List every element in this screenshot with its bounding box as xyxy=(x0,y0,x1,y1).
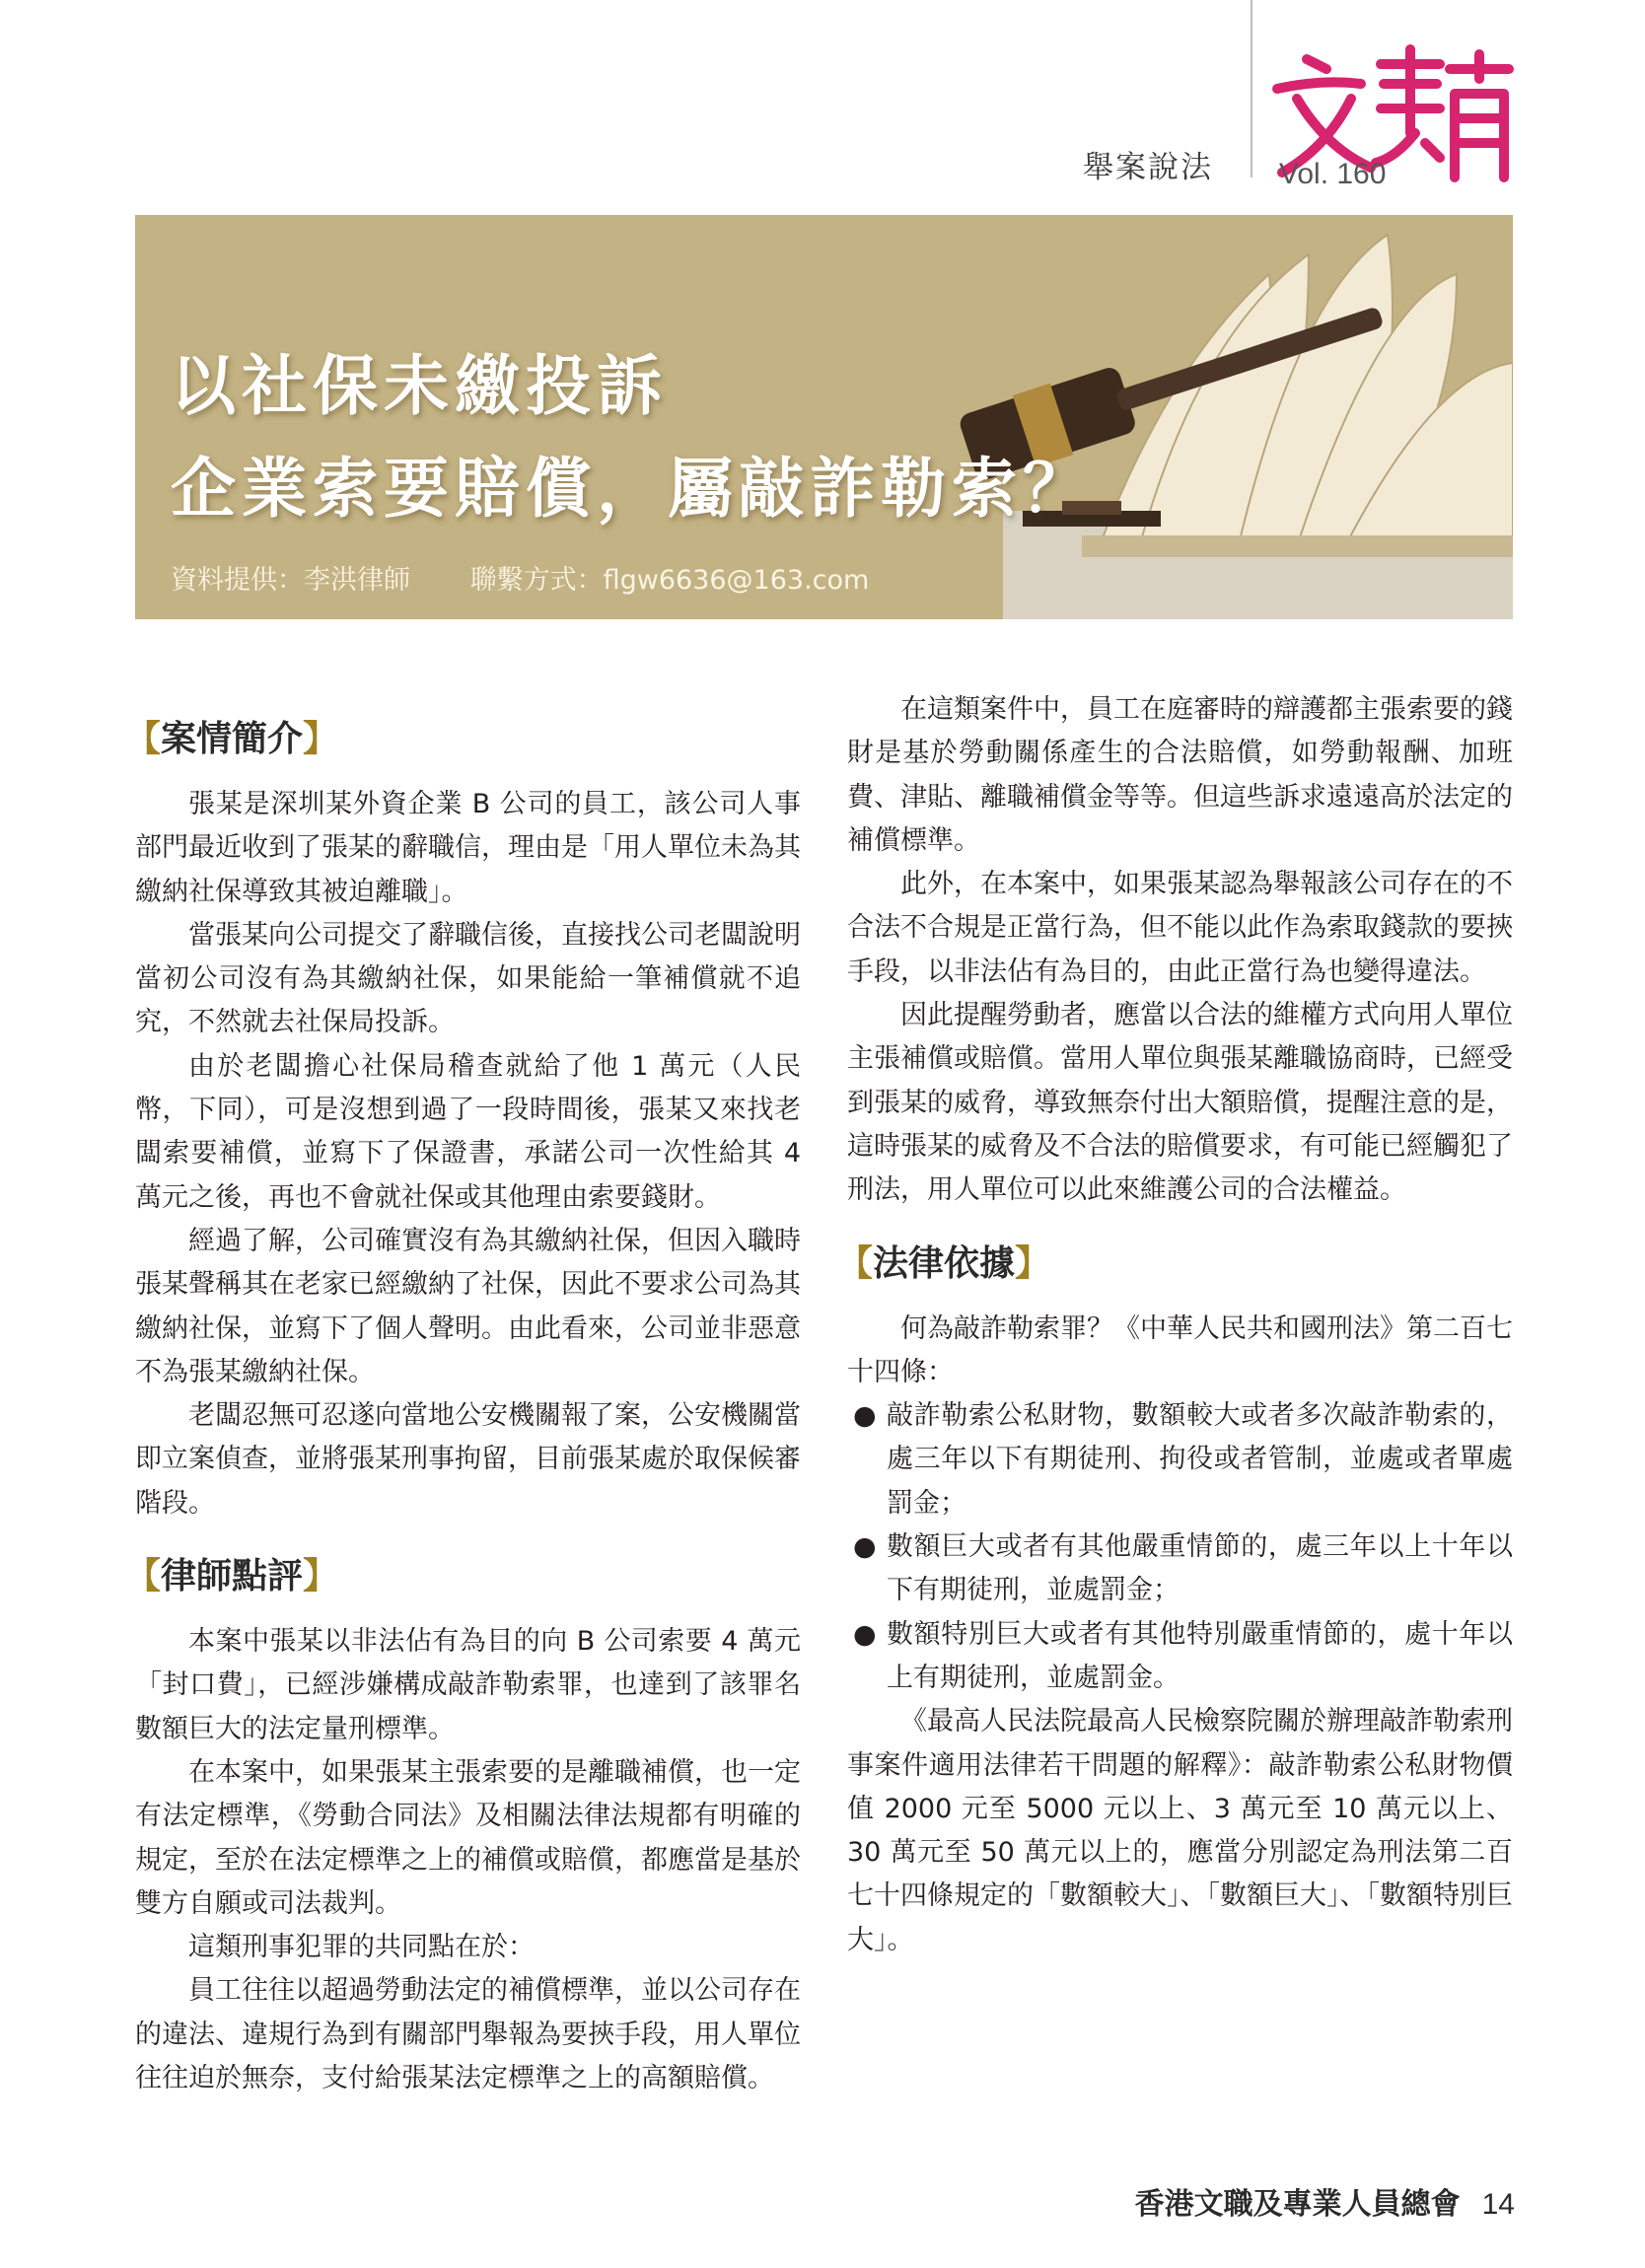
paragraph: 此外，在本案中，如果張某認為舉報該公司存在的不合法不合規是正當行為，但不能以此作為索取錢款的要挾手段，以非法佔有為目的，由此正當行為也變得違法。 xyxy=(847,869,1513,987)
paragraph: 由於老闆擔心社保局稽查就給了他 1 萬元（人民幣，下同），可是沒想到過了一段時間後，張某又來找老闆索要補償，並寫下了保證書，承諾公司一次性給其 4 萬元之後，再也不會就社保或其他理由索要錢財。 xyxy=(135,1050,801,1213)
paragraph: 《最高人民法院最高人民檢察院關於辦理敲詐勒索刑事案件適用法律若干問題的解釋》：敲詐勒索公私財物價值 2000 元至 5000 元以上、3 萬元至 10 萬元以上、30 萬元至 50 萬元以上的，應當分別認定為刑法第二百七十四條規定的「數額較大」、「數額巨大」、「數額特別巨大」。 xyxy=(847,1706,1513,1955)
list-item: ● 敲詐勒索公私財物，數額較大或者多次敲詐勒索的，處三年以下有期徒刑、拘役或者管制，並處或者單處罰金； xyxy=(853,1400,1513,1519)
paragraph: 何為敲詐勒索罪？《中華人民共和國刑法》第二百七十四條： xyxy=(847,1312,1513,1387)
article-title-line1: 以社保未繳投訴 xyxy=(171,347,668,424)
header-divider xyxy=(1251,0,1252,177)
paragraph: 因此提醒勞動者，應當以合法的維權方式向用人單位主張補償或賠償。當用人單位與張某離職協商時，已經受到張某的威脅，導致無奈付出大額賠償，提醒注意的是，這時張某的威脅及不合法的賠償要求，有可能已經觸犯了刑法，用人單位可以此來維護公司的合法權益。 xyxy=(847,1000,1513,1206)
paragraph: 員工往往以超過勞動法定的補償標準，並以公司存在的違法、違規行為到有關部門舉報為要挾手段，用人單位往往迫於無奈，支付給張某法定標準之上的高額賠償。 xyxy=(135,1975,801,2094)
page-number: 14 xyxy=(1481,2188,1515,2221)
list-item: ● 數額巨大或者有其他嚴重情節的，處三年以上十年以下有期徒刑，並處罰金； xyxy=(853,1531,1513,1606)
paragraph: 張某是深圳某外資企業 B 公司的員工，該公司人事部門最近收到了張某的辭職信，理由是「用人單位未為其繳納社保導致其被迫離職」。 xyxy=(135,789,801,907)
page-footer xyxy=(1135,2179,1515,2223)
paragraph: 在本案中，如果張某主張索要的是離職補償，也一定有法定標準，《勞動合同法》及相關法律法規都有明確的規定，至於在法定標準之上的補償或賠償，都應當是基於雙方自願或司法裁判。 xyxy=(135,1756,801,1919)
paragraph: 本案中張某以非法佔有為目的向 B 公司索要 4 萬元「封口費」，已經涉嫌構成敲詐勒索罪，也達到了該罪名數額巨大的法定量刑標準。 xyxy=(135,1626,801,1744)
heading-legal-basis: 【法律依據】 xyxy=(837,1242,1051,1284)
paragraph: 在這類案件中，員工在庭審時的辯護都主張索要的錢財是基於勞動關係產生的合法賠償，如勞動報酬、加班費、津貼、離職補償金等等。但這些訴求遠遠高於法定的補償標準。 xyxy=(847,694,1513,856)
article-title-line2: 企業索要賠償，屬敲詐勒索？ xyxy=(171,450,1094,527)
law-bullet-list xyxy=(847,1394,1513,1700)
title-banner xyxy=(135,215,1513,619)
credit-contact: 聯繫方式：flgw6636@163.com xyxy=(469,565,870,596)
right-column xyxy=(837,688,1513,1962)
left-column xyxy=(125,680,801,2100)
section-label: 舉案說法 xyxy=(1083,150,1213,185)
paragraph: 當張某向公司提交了辭職信後，直接找公司老闆說明當初公司沒有為其繳納社保，如果能給一筆補償就不追究，不然就去社保局投訴。 xyxy=(135,919,801,1038)
credit-source: 資料提供：李洪律師 xyxy=(171,565,410,596)
list-item: ● 數額特別巨大或者有其他特別嚴重情節的，處十年以上有期徒刑，並處罰金。 xyxy=(853,1618,1513,1693)
paragraph: 這類刑事犯罪的共同點在於： xyxy=(188,1932,535,1963)
volume-number: Vol. 160 xyxy=(1279,158,1387,190)
article-credit xyxy=(171,558,920,597)
footer-org: 香港文職及專業人員總會 xyxy=(1134,2187,1461,2222)
paragraph: 老闆忍無可忍遂向當地公安機關報了案，公安機關當即立案偵查，並將張某刑事拘留，目前張某處於取保候審階段。 xyxy=(135,1400,801,1519)
paragraph: 經過了解，公司確實沒有為其繳納社保，但因入職時張某聲稱其在老家已經繳納了社保，因此不要求公司為其繳納社保，並寫下了個人聲明。由此看來，公司並非惡意不為張某繳納社保。 xyxy=(135,1225,801,1387)
heading-case-summary: 【案情簡介】 xyxy=(125,719,339,759)
heading-lawyer-review: 【律師點評】 xyxy=(125,1556,339,1597)
